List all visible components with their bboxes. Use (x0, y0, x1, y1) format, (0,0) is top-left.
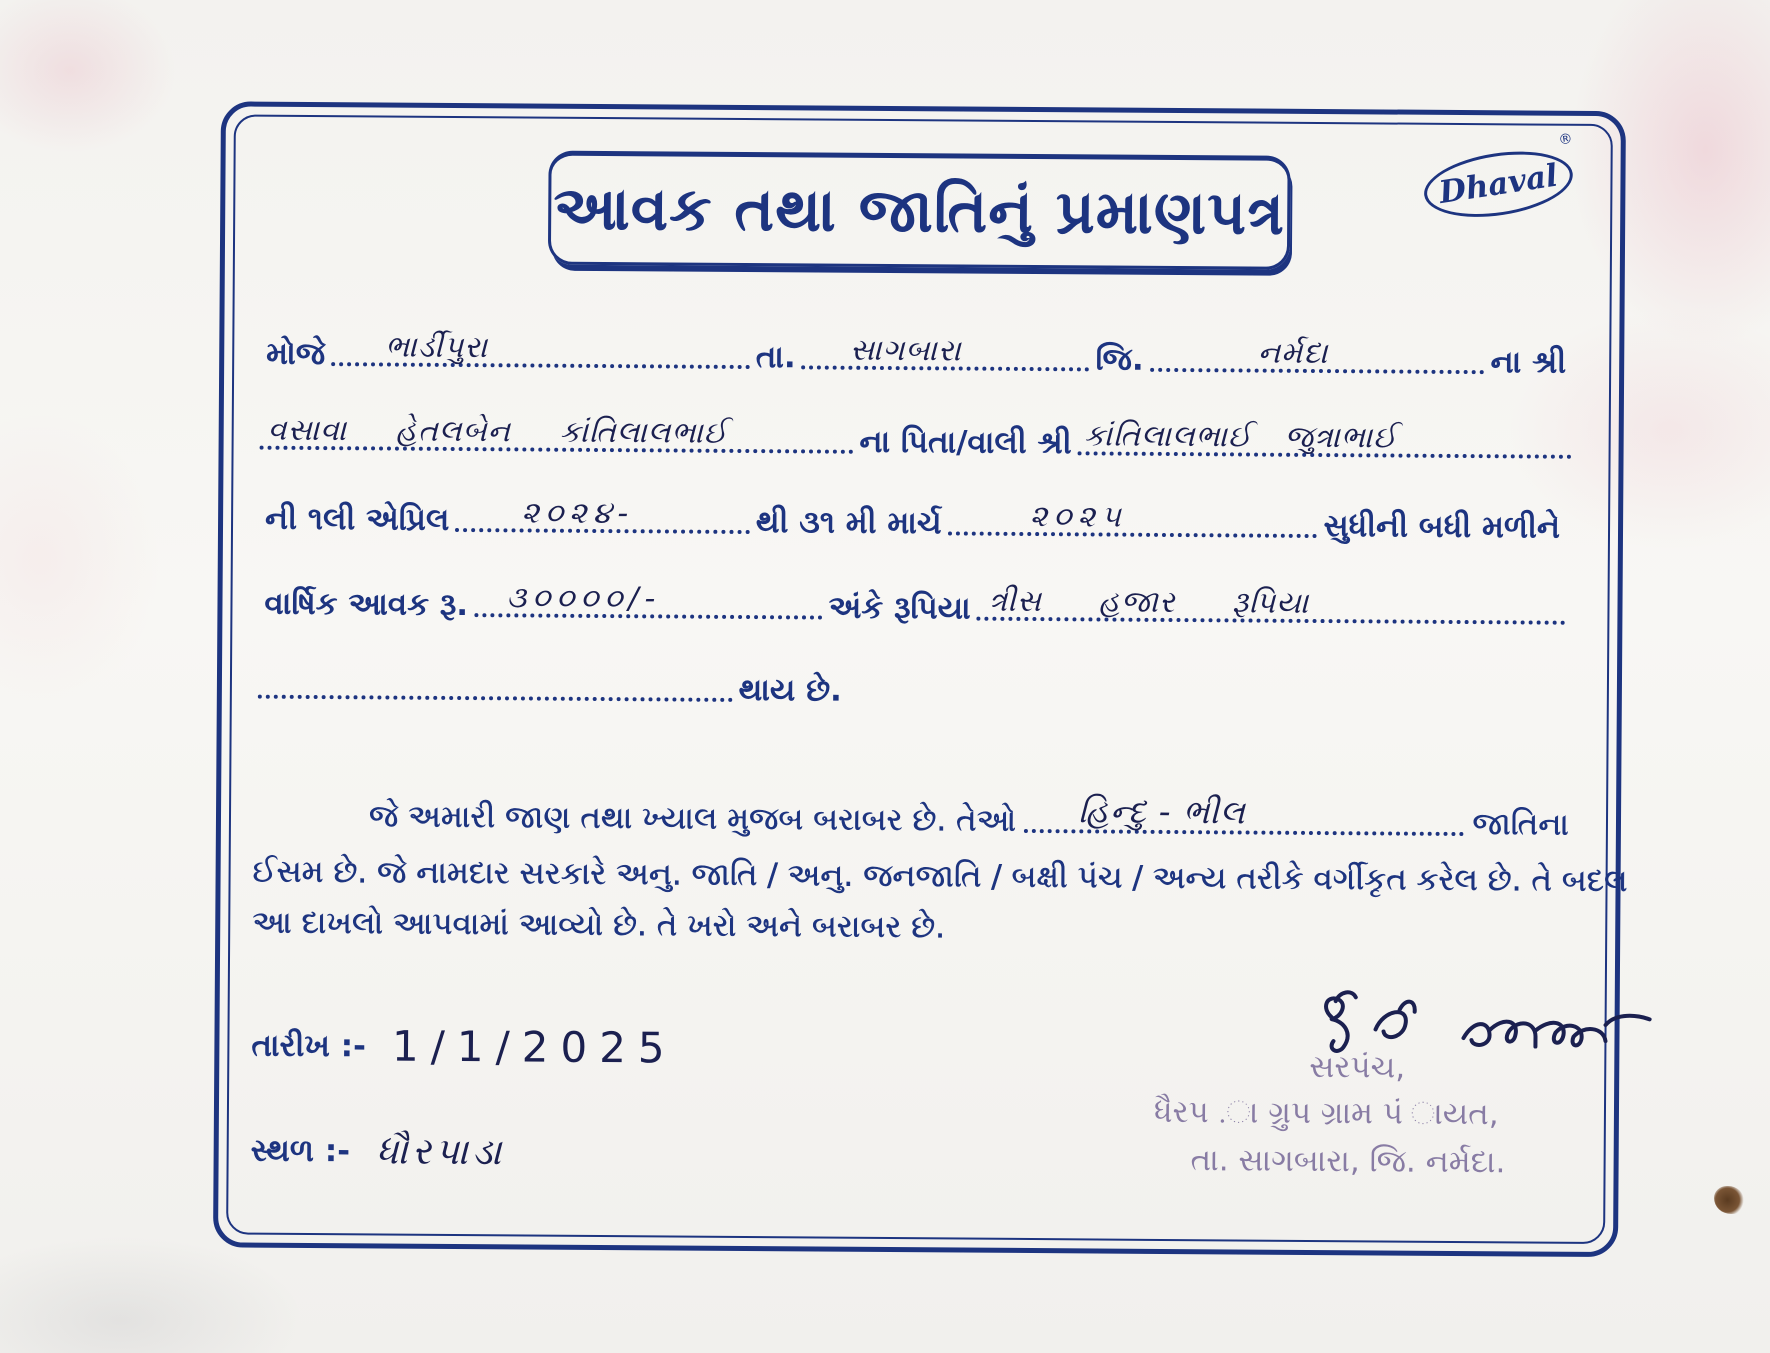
income-words-field (977, 583, 1566, 625)
certificate-title: આવક તથા જાતિનું પ્રમાણપત્ર (553, 173, 1286, 249)
taluka-value: સાગબારા (849, 332, 962, 369)
income-words-label: અંકે રૂપિયા (828, 589, 971, 627)
signature-stroke (1463, 1021, 1605, 1047)
date-row (251, 1021, 677, 1073)
place-value: ધૌરપાડા (375, 1129, 506, 1174)
period-from-label: ની ૧લી એપ્રિલ (264, 500, 450, 538)
caste-value: હિન્દુ - ભીલ (1078, 791, 1246, 832)
applicant-field (260, 412, 854, 454)
income-words: ત્રીસ હજાર રૂપિયા (988, 583, 1310, 621)
caste-field (1024, 791, 1465, 836)
signature-stroke (1400, 1002, 1415, 1012)
period-to-year: ૨૦૨૫ (1029, 499, 1127, 535)
taluka-label: તા. (755, 339, 796, 376)
income-closing-line (258, 655, 848, 711)
date-label: તારીખ :- (251, 1027, 367, 1064)
declaration-line-1 (369, 784, 1569, 844)
residence-line (260, 322, 1572, 383)
place-label: સ્થળ :- (250, 1132, 351, 1170)
district-field (1150, 334, 1485, 374)
taluka-field (802, 331, 1090, 371)
registered-mark: ® (1557, 130, 1574, 149)
period-to-field (948, 497, 1318, 538)
period-from-year: ૨૦૨૪- (521, 495, 635, 532)
applicant-line (260, 406, 1572, 467)
title-box (548, 151, 1291, 270)
period-line (259, 487, 1566, 548)
declaration-caste-suffix: જાતિના (1472, 806, 1570, 843)
brand-name: Dhaval (1436, 157, 1561, 211)
district-label: જિ. (1095, 341, 1144, 378)
declaration-line-2: ઈસમ છે. જે નામદાર સરકારે અનુ. જાતિ / અનુ. જનજાતિ / બક્ષી પંચ / અન્ય તરીકે વર્ગીકૃત કરેલ છે. તે બદલ (252, 853, 1628, 900)
period-to-label: થી ૩૧ મી માર્ચ (755, 504, 942, 542)
period-suffix: સુધીની બધી મળીને (1323, 508, 1561, 546)
stamp-panchayat: ધૈરપ .ા ગ્રુપ ગ્રામ પં ાયત, (1153, 1093, 1499, 1133)
date-value: 1/1/2025 (391, 1021, 677, 1073)
guardian-name: કાંતિલાલભાઈ જુત્રાભાઈ (1083, 418, 1398, 456)
stamp-designation: સરપંચ, (1309, 1048, 1406, 1086)
declaration-prefix: જે અમારી જાણ તથા ખ્યાલ મુજબ બરાબર છે. તેઓ (368, 798, 1017, 839)
income-line (258, 572, 1565, 633)
income-amount: ૩૦૦૦૦/- (506, 580, 662, 617)
guardian-field (1078, 417, 1572, 458)
income-closing: થાય છે. (738, 671, 843, 709)
village-label: મોજે (266, 335, 326, 373)
village-value: ભાર્ડીપુરા (385, 329, 489, 366)
signature-stroke (1375, 1012, 1405, 1037)
income-amount-field (474, 579, 823, 619)
district-value: નર્મદા (1257, 335, 1329, 372)
place-row (251, 1129, 506, 1175)
signature-stroke (1326, 998, 1348, 1051)
residence-suffix: ના શ્રી (1490, 344, 1567, 381)
guardian-label: ના પિતા/વાલી શ્રી (859, 423, 1072, 462)
stamp-location: તા. સાગબારા, જિ. નર્મદા. (1190, 1142, 1506, 1181)
signature-stroke (1606, 1016, 1650, 1026)
income-label: વાર્ષિક આવક રૂ. (264, 585, 469, 624)
period-from-field (455, 494, 750, 534)
declaration-line-3: આ દાખલો આપવામાં આવ્યો છે. તે ખરો અને બરાબર છે. (252, 904, 946, 946)
village-field (331, 328, 750, 369)
applicant-name: વસાવા હેતલબેન કાંતિલાલભાઈ (267, 412, 729, 451)
income-extra-field (258, 661, 733, 702)
